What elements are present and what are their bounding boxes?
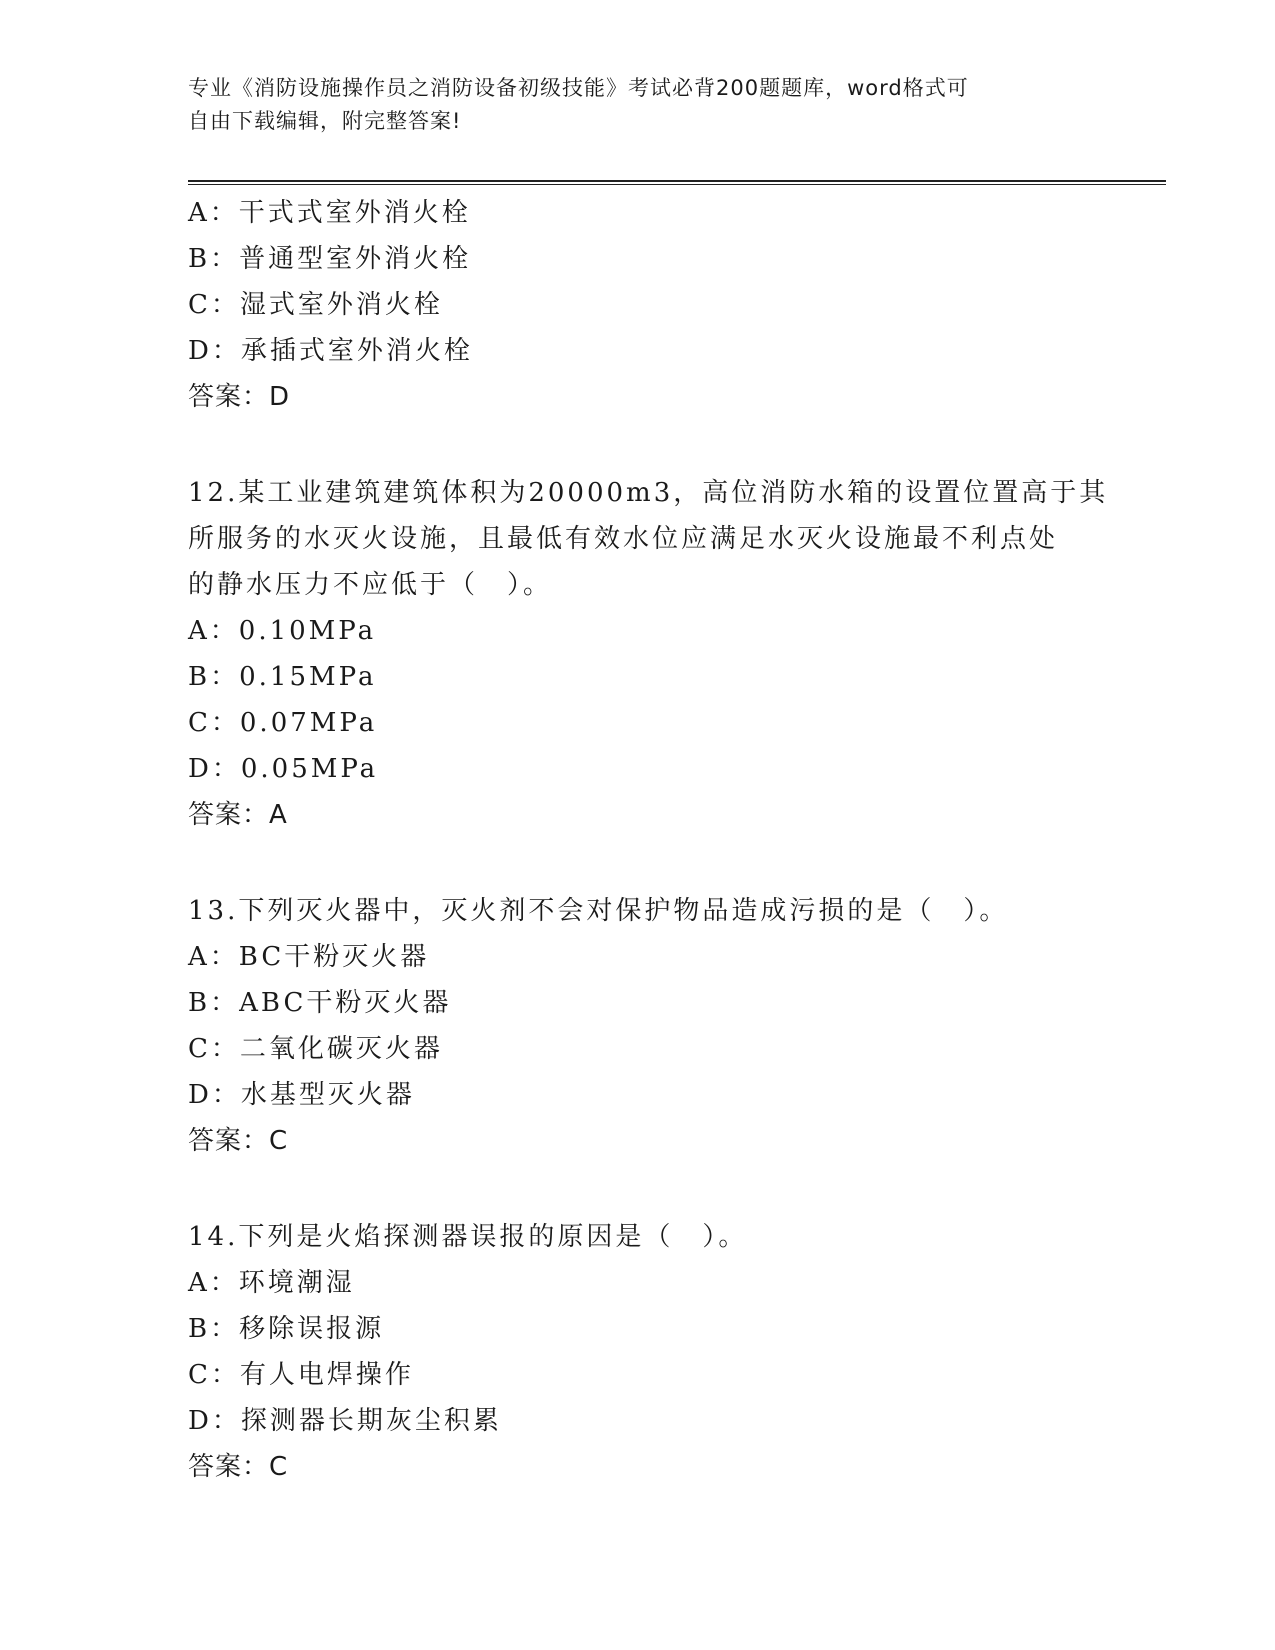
option-d: D：探测器长期灰尘积累 [188, 1406, 502, 1436]
question-stem [188, 1214, 1088, 1260]
header-divider [188, 180, 1166, 185]
page-header [188, 72, 1068, 138]
stem-line: 14.下列是火焰探测器误报的原因是（ ）。 [188, 1222, 748, 1252]
option-a: A：BC干粉灭火器 [188, 942, 430, 972]
option-b: B：ABC干粉灭火器 [188, 988, 452, 1018]
stem-line: 所服务的水灭火设施，且最低有效水位应满足水灭火设施最不利点处 [188, 524, 1059, 554]
option-c: C：0.07MPa [188, 708, 378, 738]
header-title-line1: 专业《消防设施操作员之消防设备初级技能》考试必背200题题库，word格式可 [188, 76, 969, 100]
answer-line [188, 374, 1088, 420]
question-stem [188, 888, 1088, 934]
answer-value: C [269, 1126, 289, 1156]
answer-line [188, 1444, 1088, 1490]
question-13 [188, 888, 1088, 1164]
answer-line [188, 792, 1088, 838]
option-c: C：有人电焊操作 [188, 1360, 414, 1390]
question-content [188, 190, 1109, 1490]
option-c: C：二氧化碳灭火器 [188, 1034, 443, 1064]
option-a: A：环境潮湿 [188, 1268, 355, 1298]
stem-line: 的静水压力不应低于（ ）。 [188, 570, 553, 600]
option-d: D：水基型灭火器 [188, 1080, 415, 1110]
answer-label: 答案： [188, 800, 270, 830]
answer-label: 答案： [188, 1452, 270, 1482]
option-b: B：移除误报源 [188, 1314, 385, 1344]
answer-label: 答案： [188, 382, 270, 412]
question-12 [188, 470, 1109, 838]
header-title-line2: 自由下载编辑，附完整答案! [188, 109, 462, 133]
question-stem [188, 470, 1109, 608]
option-b: B：0.15MPa [188, 662, 377, 692]
question-11 [188, 190, 1088, 420]
option-d: D：承插式室外消火栓 [188, 336, 473, 366]
option-a: A：干式式室外消火栓 [188, 198, 471, 228]
option-c: C：湿式室外消火栓 [188, 290, 443, 320]
option-d: D：0.05MPa [188, 754, 379, 784]
answer-value: D [269, 382, 291, 412]
option-b: B：普通型室外消火栓 [188, 244, 472, 274]
answer-label: 答案： [188, 1126, 270, 1156]
answer-value: C [269, 1452, 289, 1482]
option-a: A：0.10MPa [188, 616, 377, 646]
stem-line: 12.某工业建筑建筑体积为20000m3，高位消防水箱的设置位置高于其 [188, 478, 1109, 508]
answer-line [188, 1118, 1088, 1164]
question-14 [188, 1214, 1088, 1490]
answer-value: A [269, 800, 288, 830]
stem-line: 13.下列灭火器中，灭火剂不会对保护物品造成污损的是（ ）。 [188, 896, 1009, 926]
